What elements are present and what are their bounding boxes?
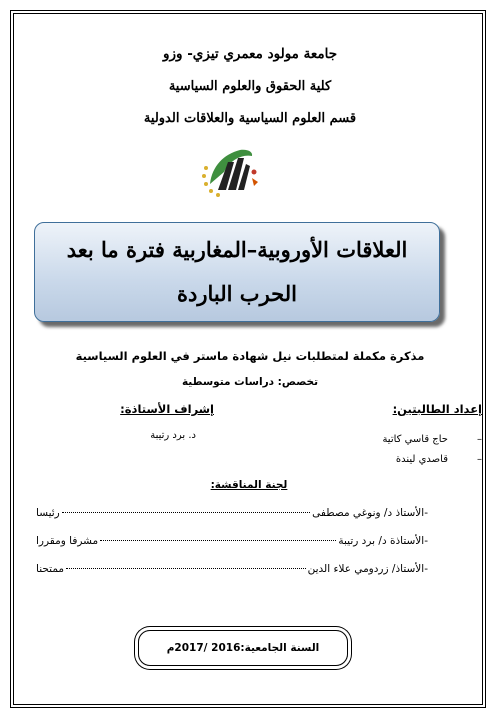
students-list — [282, 430, 482, 470]
thesis-title-line-1: العلاقات الأوروبية–المغاربية فترة ما بعد — [66, 237, 408, 262]
list-item: –قاصدي ليندة — [395, 454, 482, 465]
students-label: إعداد الطالبتين: — [392, 402, 482, 416]
jury-member-role: ممتحنا — [36, 563, 65, 575]
dotted-leader — [100, 540, 336, 541]
jury-label: لجنة المناقشة: — [210, 479, 288, 491]
thesis-title-box — [34, 222, 440, 322]
memo-description: مذكرة مكملة لمتطلبات نيل شهادة ماستر في العلوم السياسية — [75, 349, 425, 363]
thesis-title-line-2: الحرب الباردة — [177, 281, 297, 306]
university-name: جامعة مولود معمري تيزي- وزو — [162, 46, 338, 62]
jury-member-row — [36, 563, 428, 575]
supervisor-label: إشراف الأستاذة: — [120, 402, 214, 416]
faculty-name: كلية الحقوق والعلوم السياسية — [168, 79, 332, 94]
department-name: قسم العلوم السياسية والعلاقات الدولية — [143, 111, 357, 126]
jury-member-name: -الأستاذة د/ برد رتيبة — [338, 535, 428, 547]
dotted-leader — [66, 568, 306, 569]
list-item: –حاج قاسي كاتية — [382, 434, 482, 445]
supervisor-block — [64, 402, 214, 441]
jury-member-name: -الأستاذ د/ ونوغي مصطفى — [312, 507, 428, 519]
supervisor-name: د. برد رتيبة — [150, 430, 196, 441]
academic-year: السنة الجامعية:2016 /2017م — [138, 630, 348, 666]
students-block — [282, 402, 482, 470]
student-name: حاج قاسي كاتية — [382, 434, 448, 445]
dotted-leader — [62, 512, 310, 513]
jury-member-role: مشرفا ومقررا — [36, 535, 99, 547]
jury-member-row — [36, 535, 428, 547]
university-logo-icon — [198, 138, 260, 200]
student-name: قاصدي ليندة — [395, 454, 448, 465]
jury-member-row — [36, 507, 428, 519]
jury-member-name: -الأستاذ/ زردومي علاء الدين — [307, 563, 428, 575]
jury-member-role: رئيسا — [36, 507, 60, 519]
specialty: تخصص: دراسات متوسطية — [181, 376, 319, 388]
